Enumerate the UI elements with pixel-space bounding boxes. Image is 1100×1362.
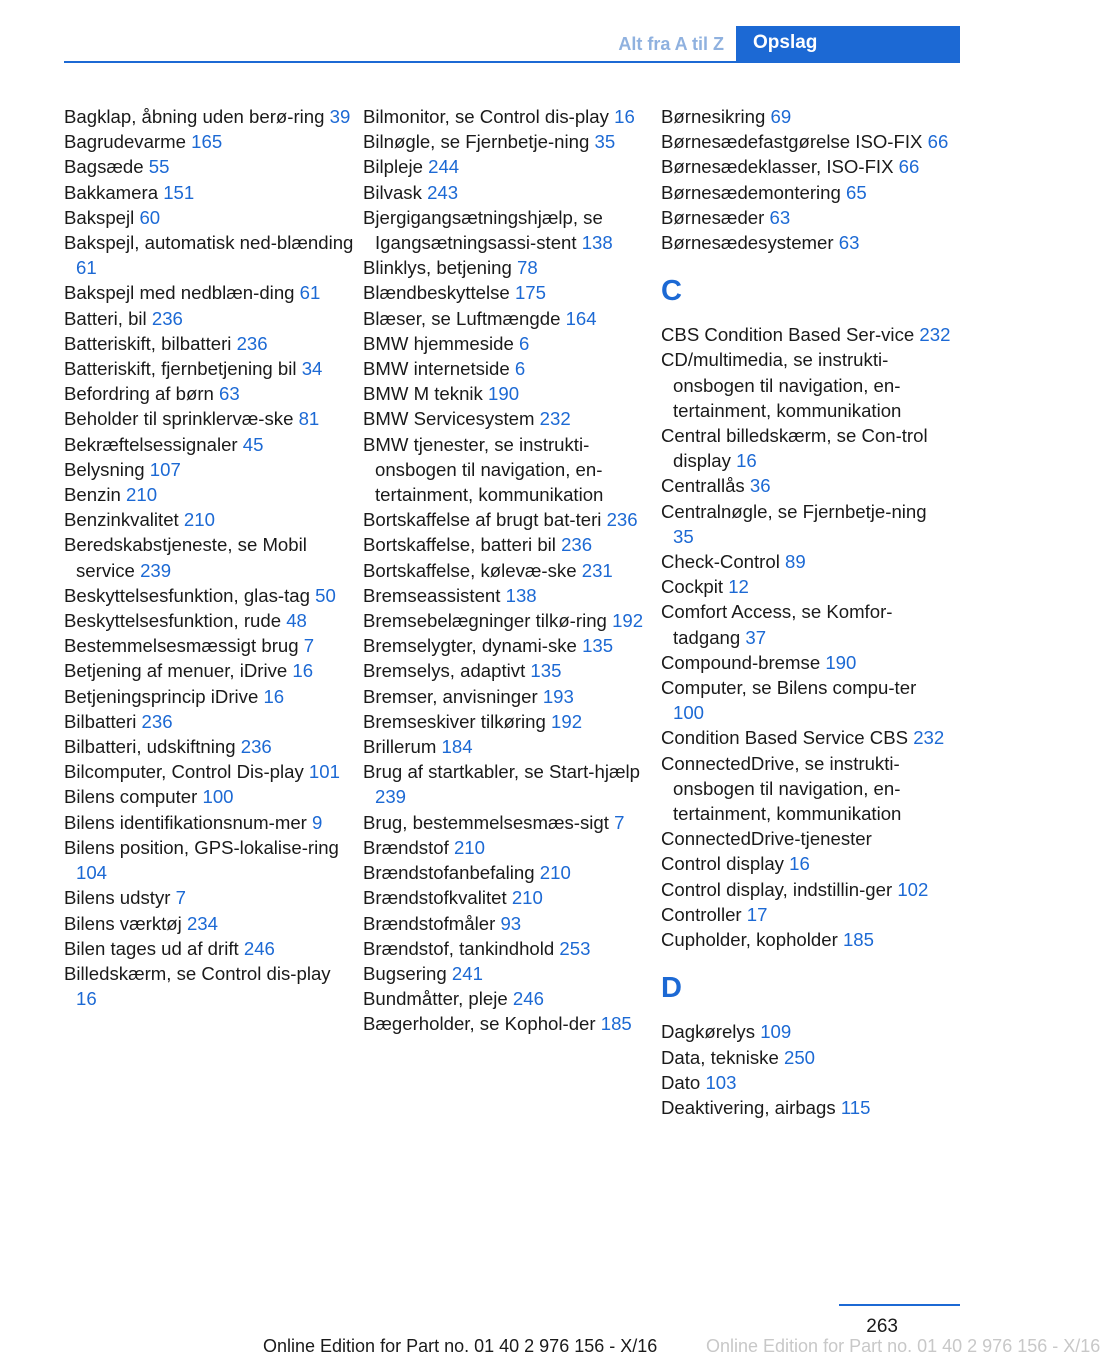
- index-entry: [661, 751, 951, 827]
- index-entry: [363, 911, 653, 936]
- index-entry-text: BMW Servicesystem: [363, 408, 535, 430]
- page-reference-link[interactable]: 100: [673, 702, 705, 724]
- page-reference-link[interactable]: 185: [600, 1013, 632, 1035]
- index-entry: [661, 205, 951, 230]
- page-reference-link[interactable]: 7: [614, 811, 625, 833]
- index-entry: [64, 356, 354, 381]
- index-entry: [661, 322, 951, 347]
- index-entry: [64, 810, 354, 835]
- index-entry: [363, 684, 653, 709]
- index-entry: [661, 180, 951, 205]
- index-entry-text: Condition Based Service CBS: [661, 727, 909, 749]
- index-entry: [661, 347, 951, 423]
- index-entry-text: Bugsering: [363, 962, 447, 984]
- index-entry: [64, 684, 354, 709]
- index-entry: [661, 1019, 951, 1044]
- index-entry-text: Bremseskiver tilkøring: [363, 710, 546, 732]
- index-entry: [363, 406, 653, 431]
- index-column-3: [661, 104, 951, 1120]
- index-entry-text: Bakspejl med nedblæn-ding: [64, 282, 295, 304]
- page-reference-link[interactable]: 236: [151, 307, 183, 329]
- page-reference-link[interactable]: 236: [606, 509, 638, 531]
- index-entry-text: Cockpit: [661, 576, 724, 598]
- index-entry: [661, 927, 951, 952]
- page-reference-link[interactable]: 89: [785, 551, 806, 573]
- index-entry: [661, 423, 951, 473]
- index-entry-text: Bakkamera: [64, 181, 159, 203]
- page-reference-link[interactable]: 210: [183, 509, 215, 531]
- index-entry-text: Bilen tages ud af drift: [64, 937, 239, 959]
- index-entry: [64, 583, 354, 608]
- index-entry-text: Central billedskærm, se Con-trol display: [661, 425, 928, 472]
- page-number: 263: [866, 1316, 898, 1337]
- index-entry-text: Bestemmelsesmæssigt brug: [64, 635, 299, 657]
- index-entry: [661, 154, 951, 179]
- index-entry-text: Comfort Access, se Komfor-tadgang: [661, 601, 893, 648]
- index-entry-text: Bremser, anvisninger: [363, 685, 538, 707]
- page-reference-link[interactable]: 69: [770, 106, 792, 127]
- index-entry-text: Børnesæder: [661, 206, 765, 228]
- index-entry: [661, 902, 951, 927]
- index-entry-text: Benzinkvalitet: [64, 509, 179, 531]
- index-entry: [661, 826, 951, 851]
- index-entry-text: Compound-bremse: [661, 651, 821, 673]
- index-entry-text: Blinklys, betjening: [363, 257, 512, 279]
- index-entry: [64, 205, 354, 230]
- index-entry-text: BMW M teknik: [363, 383, 483, 405]
- index-entry: [363, 432, 653, 508]
- index-entry: [363, 381, 653, 406]
- page-reference-link[interactable]: 35: [594, 131, 616, 153]
- index-entry: [64, 482, 354, 507]
- index-entry-text: Dato: [661, 1071, 701, 1093]
- index-entry-text: Cupholder, kopholder: [661, 929, 838, 951]
- page-reference-link[interactable]: 39: [329, 106, 351, 127]
- index-entry-text: Brændstofkvalitet: [363, 887, 507, 909]
- index-entry: [64, 457, 354, 482]
- index-entry: [363, 709, 653, 734]
- page-reference-link[interactable]: 6: [519, 332, 530, 354]
- index-entry: [64, 784, 354, 809]
- index-entry: [363, 1011, 653, 1036]
- footer-divider: [839, 1304, 960, 1306]
- page-reference-link[interactable]: 236: [141, 710, 173, 732]
- page-reference-link[interactable]: 165: [191, 131, 223, 153]
- index-entry-text: Brændstofanbefaling: [363, 862, 535, 884]
- index-entry: [661, 877, 951, 902]
- page-reference-link[interactable]: 184: [441, 736, 473, 758]
- index-entry: [661, 599, 951, 649]
- index-entry-text: Bjergigangsætningshjælp, se Igangsætningsassi-stent: [363, 206, 603, 254]
- index-entry-text: Brændstofmåler: [363, 912, 496, 934]
- index-entry-text: Beskyttelsesfunktion, rude: [64, 610, 282, 632]
- index-entry: [363, 255, 653, 280]
- page-reference-link[interactable]: 243: [427, 181, 459, 203]
- index-entry-text: Bortskaffelse, kølevæ-ske: [363, 559, 577, 581]
- index-entry-text: Controller: [661, 903, 742, 925]
- index-entry: [661, 549, 951, 574]
- index-entry: [64, 180, 354, 205]
- index-entry: [363, 759, 653, 809]
- index-entry-text: Bilens udstyr: [64, 887, 171, 909]
- page-reference-link[interactable]: 232: [913, 727, 945, 749]
- index-entry: [64, 961, 354, 1011]
- index-entry-text: Deaktivering, airbags: [661, 1096, 836, 1118]
- index-entry-text: Beskyttelsesfunktion, glas-tag: [64, 584, 310, 606]
- index-entry: [64, 835, 354, 885]
- index-entry: [661, 1095, 951, 1120]
- index-column-2: [363, 104, 653, 1037]
- index-entry-text: Bremseassistent: [363, 584, 501, 606]
- page-reference-link[interactable]: 16: [789, 853, 810, 875]
- page-reference-link[interactable]: 66: [898, 156, 920, 178]
- page-reference-link[interactable]: 102: [897, 878, 929, 900]
- page-reference-link[interactable]: 63: [219, 383, 240, 405]
- index-entry: [363, 154, 653, 179]
- page-reference-link[interactable]: 241: [451, 962, 483, 984]
- index-entry: [64, 658, 354, 683]
- index-entry: [661, 1045, 951, 1070]
- index-entry-text: Befordring af børn: [64, 383, 214, 405]
- page-reference-link[interactable]: 61: [76, 257, 97, 279]
- page-reference-link[interactable]: 253: [559, 937, 591, 959]
- page-reference-link[interactable]: 250: [784, 1046, 816, 1068]
- index-entry-text: Bilbatteri, udskiftning: [64, 736, 236, 758]
- page-reference-link[interactable]: 101: [308, 761, 340, 783]
- page-reference-link[interactable]: 66: [927, 131, 949, 153]
- page-reference-link[interactable]: 12: [728, 576, 749, 598]
- index-entry: [661, 499, 951, 549]
- index-entry-text: Brændstof: [363, 836, 449, 858]
- page-reference-link[interactable]: 37: [745, 626, 767, 648]
- index-entry: [363, 835, 653, 860]
- index-entry-text: Bremselygter, dynami-ske: [363, 635, 577, 657]
- index-entry-text: Dagkørelys: [661, 1021, 756, 1043]
- page-reference-link[interactable]: 210: [539, 862, 571, 884]
- index-entry: [64, 911, 354, 936]
- page-reference-link[interactable]: 210: [126, 484, 158, 506]
- index-entry-text: Control display: [661, 853, 784, 875]
- page-reference-link[interactable]: 35: [673, 525, 694, 547]
- page-reference-link[interactable]: 234: [186, 912, 218, 934]
- index-entry: [64, 432, 354, 457]
- page-reference-link[interactable]: 138: [581, 232, 613, 254]
- index-entry: [661, 851, 951, 876]
- page-reference-link[interactable]: 107: [149, 458, 181, 480]
- page-reference-link[interactable]: 45: [242, 433, 264, 455]
- page-reference-link[interactable]: 185: [842, 929, 874, 951]
- index-entry-text: Benzin: [64, 484, 121, 506]
- index-entry-text: Bremsebelægninger tilkø-ring: [363, 610, 607, 632]
- index-entry-text: Betjeningsprincip iDrive: [64, 685, 259, 707]
- index-entry-text: Bortskaffelse, batteri bil: [363, 534, 556, 556]
- index-entry-text: Brændstof, tankindhold: [363, 937, 555, 959]
- page-reference-link[interactable]: 244: [428, 156, 460, 178]
- index-entry-text: Børnesædesystemer: [661, 232, 834, 254]
- index-entry: [363, 961, 653, 986]
- index-entry: [661, 725, 951, 750]
- header-tab-opslag[interactable]: Opslag: [736, 26, 960, 61]
- index-entry: [64, 507, 354, 532]
- letter-heading: D: [661, 972, 682, 1005]
- index-entry: [363, 658, 653, 683]
- index-entry-text: Bilens computer: [64, 786, 198, 808]
- index-entry: [363, 104, 653, 129]
- index-entry: [64, 608, 354, 633]
- page-reference-link[interactable]: 239: [140, 559, 172, 581]
- page-reference-link[interactable]: 236: [236, 332, 268, 354]
- index-entry-text: Brug, bestemmelsesmæs-sigt: [363, 811, 609, 833]
- page-reference-link[interactable]: 151: [163, 181, 195, 203]
- index-entry: [363, 734, 653, 759]
- index-entry-text: Bundmåtter, pleje: [363, 988, 508, 1010]
- index-entry: [64, 936, 354, 961]
- index-entry-text: Bagrudevarme: [64, 131, 186, 153]
- index-entry-text: Centrallås: [661, 475, 745, 497]
- index-entry-text: CD/multimedia, se instrukti-onsbogen til navigation, en-tertainment, kommunikation: [661, 349, 902, 421]
- index-entry-text: Bekræftelsessignaler: [64, 433, 238, 455]
- page-reference-link[interactable]: 34: [301, 358, 323, 380]
- index-entry-text: Control display, indstillin-ger: [661, 878, 893, 900]
- index-entry-text: ConnectedDrive-tjenester: [661, 828, 872, 850]
- index-entry-text: Check-Control: [661, 551, 780, 573]
- index-entry-text: Brug af startkabler, se Start-hjælp: [363, 761, 640, 783]
- index-entry: [363, 860, 653, 885]
- index-entry-text: Bilens identifikationsnum-mer: [64, 811, 307, 833]
- index-entry-text: Bægerholder, se Kophol-der: [363, 1013, 596, 1035]
- index-entry-text: CBS Condition Based Ser-vice: [661, 324, 915, 346]
- letter-heading: C: [661, 275, 682, 308]
- index-entry: [64, 709, 354, 734]
- page-reference-link[interactable]: 7: [303, 635, 315, 657]
- page-reference-link[interactable]: 16: [263, 685, 285, 707]
- page-reference-link[interactable]: 164: [565, 307, 597, 329]
- index-column-1: [64, 104, 354, 1011]
- index-entry: [64, 104, 354, 129]
- footer-edition-text: Online Edition for Part no. 01 40 2 976 156 - X/16: [263, 1336, 658, 1356]
- page-reference-link[interactable]: 6: [514, 358, 526, 380]
- page-reference-link[interactable]: 231: [581, 559, 613, 581]
- index-entry-text: Bortskaffelse af brugt bat-teri: [363, 509, 602, 531]
- index-entry: [64, 381, 354, 406]
- index-entry: [64, 759, 354, 784]
- page-reference-link[interactable]: 9: [312, 811, 323, 833]
- index-entry-text: BMW internetside: [363, 358, 510, 380]
- page-reference-link[interactable]: 115: [840, 1096, 871, 1118]
- index-entry-text: Bilbatteri: [64, 710, 137, 732]
- page-reference-link[interactable]: 104: [76, 862, 108, 884]
- index-entry-text: Brillerum: [363, 736, 437, 758]
- page-reference-link[interactable]: 93: [500, 912, 522, 934]
- watermark-text: Online Edition for Part no. 01 40 2 976 156 - X/16: [706, 1336, 1100, 1356]
- page-reference-link[interactable]: 16: [736, 450, 757, 472]
- index-entry-text: Batteriskift, fjernbetjening bil: [64, 358, 297, 380]
- page-reference-link[interactable]: 135: [582, 635, 614, 657]
- page-reference-link[interactable]: 48: [286, 610, 307, 632]
- index-entry-text: Batteri, bil: [64, 307, 147, 329]
- header-section-title: Alt fra A til Z: [618, 34, 724, 54]
- page-reference-link[interactable]: 175: [514, 282, 546, 304]
- index-entry-text: Data, tekniske: [661, 1046, 779, 1068]
- page-reference-link[interactable]: 16: [76, 988, 97, 1010]
- page-reference-link[interactable]: 16: [292, 660, 314, 682]
- index-entry: [363, 633, 653, 658]
- page-reference-link[interactable]: 81: [298, 408, 320, 430]
- page-reference-link[interactable]: 193: [542, 685, 574, 707]
- index-entry-text: Computer, se Bilens compu-ter: [661, 677, 917, 699]
- page-reference-link[interactable]: 239: [375, 786, 407, 808]
- index-entry-text: Bakspejl, automatisk ned-blænding: [64, 232, 354, 254]
- index-entry: [661, 129, 951, 154]
- index-entry-text: Belysning: [64, 458, 145, 480]
- page-reference-link[interactable]: 60: [139, 206, 161, 228]
- page-reference-link[interactable]: 16: [614, 106, 635, 127]
- index-entry: [661, 104, 951, 129]
- page-reference-link[interactable]: 63: [838, 232, 860, 254]
- index-entry: [64, 129, 354, 154]
- page-reference-link[interactable]: 210: [453, 836, 485, 858]
- index-entry: [363, 583, 653, 608]
- page-reference-link[interactable]: 246: [512, 988, 544, 1010]
- page-reference-link[interactable]: 246: [243, 937, 275, 959]
- index-entry: [363, 280, 653, 305]
- page-reference-link[interactable]: 100: [202, 786, 234, 808]
- index-entry-text: Børnesædeklasser, ISO-FIX: [661, 156, 894, 178]
- index-entry-text: BMW hjemmeside: [363, 332, 514, 354]
- index-entry: [363, 507, 653, 532]
- page-reference-link[interactable]: 109: [760, 1021, 792, 1043]
- index-entry: [661, 675, 951, 725]
- index-entry: [661, 1070, 951, 1095]
- index-entry: [64, 532, 354, 582]
- index-entry: [363, 986, 653, 1011]
- page-reference-link[interactable]: 190: [488, 383, 520, 405]
- page-reference-link[interactable]: 210: [511, 887, 543, 909]
- page-reference-link[interactable]: 36: [749, 475, 771, 497]
- index-entry-text: Centralnøgle, se Fjernbetje-ning: [661, 500, 927, 522]
- index-entry-text: Bilnøgle, se Fjernbetje-ning: [363, 131, 590, 153]
- header-divider: [64, 61, 960, 63]
- index-entry: [661, 650, 951, 675]
- page-reference-link[interactable]: 190: [825, 651, 857, 673]
- index-entry: [64, 306, 354, 331]
- index-entry-text: Bilvask: [363, 181, 422, 203]
- page-reference-link[interactable]: 17: [746, 903, 768, 925]
- index-entry-text: Bagsæde: [64, 156, 144, 178]
- index-entry: [64, 230, 354, 280]
- index-entry-text: Børnesædemontering: [661, 181, 841, 203]
- index-entry-text: Bakspejl: [64, 206, 135, 228]
- index-entry: [363, 356, 653, 381]
- index-entry-text: Blæser, se Luftmængde: [363, 307, 561, 329]
- page-reference-link[interactable]: 138: [505, 584, 537, 606]
- index-entry: [363, 608, 653, 633]
- index-entry: [64, 633, 354, 658]
- index-entry-text: Blændbeskyttelse: [363, 282, 510, 304]
- index-entry: [363, 532, 653, 557]
- page-reference-link[interactable]: 236: [240, 736, 272, 758]
- page-reference-link[interactable]: 232: [919, 324, 951, 346]
- index-entry-text: ConnectedDrive, se instrukti-onsbogen til navigation, en-tertainment, kommunikation: [661, 752, 902, 825]
- page-reference-link[interactable]: 50: [315, 584, 336, 606]
- page-reference-link[interactable]: 192: [612, 610, 644, 632]
- index-entry: [363, 885, 653, 910]
- index-entry: [363, 205, 653, 255]
- page-reference-link[interactable]: 7: [175, 887, 186, 909]
- index-entry-text: Bremselys, adaptivt: [363, 660, 526, 682]
- index-entry: [64, 154, 354, 179]
- index-entry-text: Betjening af menuer, iDrive: [64, 660, 288, 682]
- index-entry: [363, 306, 653, 331]
- index-entry: [64, 280, 354, 305]
- index-entry: [661, 473, 951, 498]
- index-entry: [64, 406, 354, 431]
- index-entry: [363, 129, 653, 154]
- page-reference-link[interactable]: 103: [705, 1071, 737, 1093]
- page-reference-link[interactable]: 55: [148, 156, 170, 178]
- index-entry-text: Bilens position, GPS-lokalise-ring: [64, 836, 339, 858]
- index-entry: [363, 180, 653, 205]
- index-entry: [363, 558, 653, 583]
- index-entry: [661, 574, 951, 599]
- page-reference-link[interactable]: 135: [530, 660, 562, 682]
- index-entry: [661, 230, 951, 255]
- page-reference-link[interactable]: 61: [299, 282, 321, 304]
- index-entry-text: Bagklap, åbning uden berø-ring: [64, 106, 325, 127]
- index-entry-text: Bilmonitor, se Control dis-play: [363, 106, 609, 127]
- page-reference-link[interactable]: 65: [846, 181, 867, 203]
- index-entry: [363, 331, 653, 356]
- page-reference-link[interactable]: 63: [769, 206, 791, 228]
- index-entry-text: Billedskærm, se Control dis-play: [64, 962, 331, 984]
- index-entry-text: Beredskabstjeneste, se Mobil service: [64, 534, 307, 581]
- index-entry: [64, 885, 354, 910]
- index-entry-text: Børnesikring: [661, 106, 766, 127]
- page-reference-link[interactable]: 78: [517, 257, 538, 279]
- page-reference-link[interactable]: 236: [561, 534, 593, 556]
- index-entry-text: Bilpleje: [363, 156, 423, 178]
- index-entry-text: Bilcomputer, Control Dis-play: [64, 761, 304, 783]
- index-entry: [64, 331, 354, 356]
- index-entry: [363, 810, 653, 835]
- index-entry-text: Batteriskift, bilbatteri: [64, 332, 232, 354]
- index-entry-text: Børnesædefastgørelse ISO-FIX: [661, 131, 923, 153]
- index-entry: [64, 734, 354, 759]
- index-entry-text: BMW tjenester, se instrukti-onsbogen til navigation, en-tertainment, kommunikation: [363, 433, 604, 506]
- index-entry-text: Beholder til sprinklervæ-ske: [64, 408, 294, 430]
- index-entry-text: Bilens værktøj: [64, 912, 182, 934]
- page-reference-link[interactable]: 232: [539, 408, 571, 430]
- page-reference-link[interactable]: 192: [551, 710, 583, 732]
- index-entry: [363, 936, 653, 961]
